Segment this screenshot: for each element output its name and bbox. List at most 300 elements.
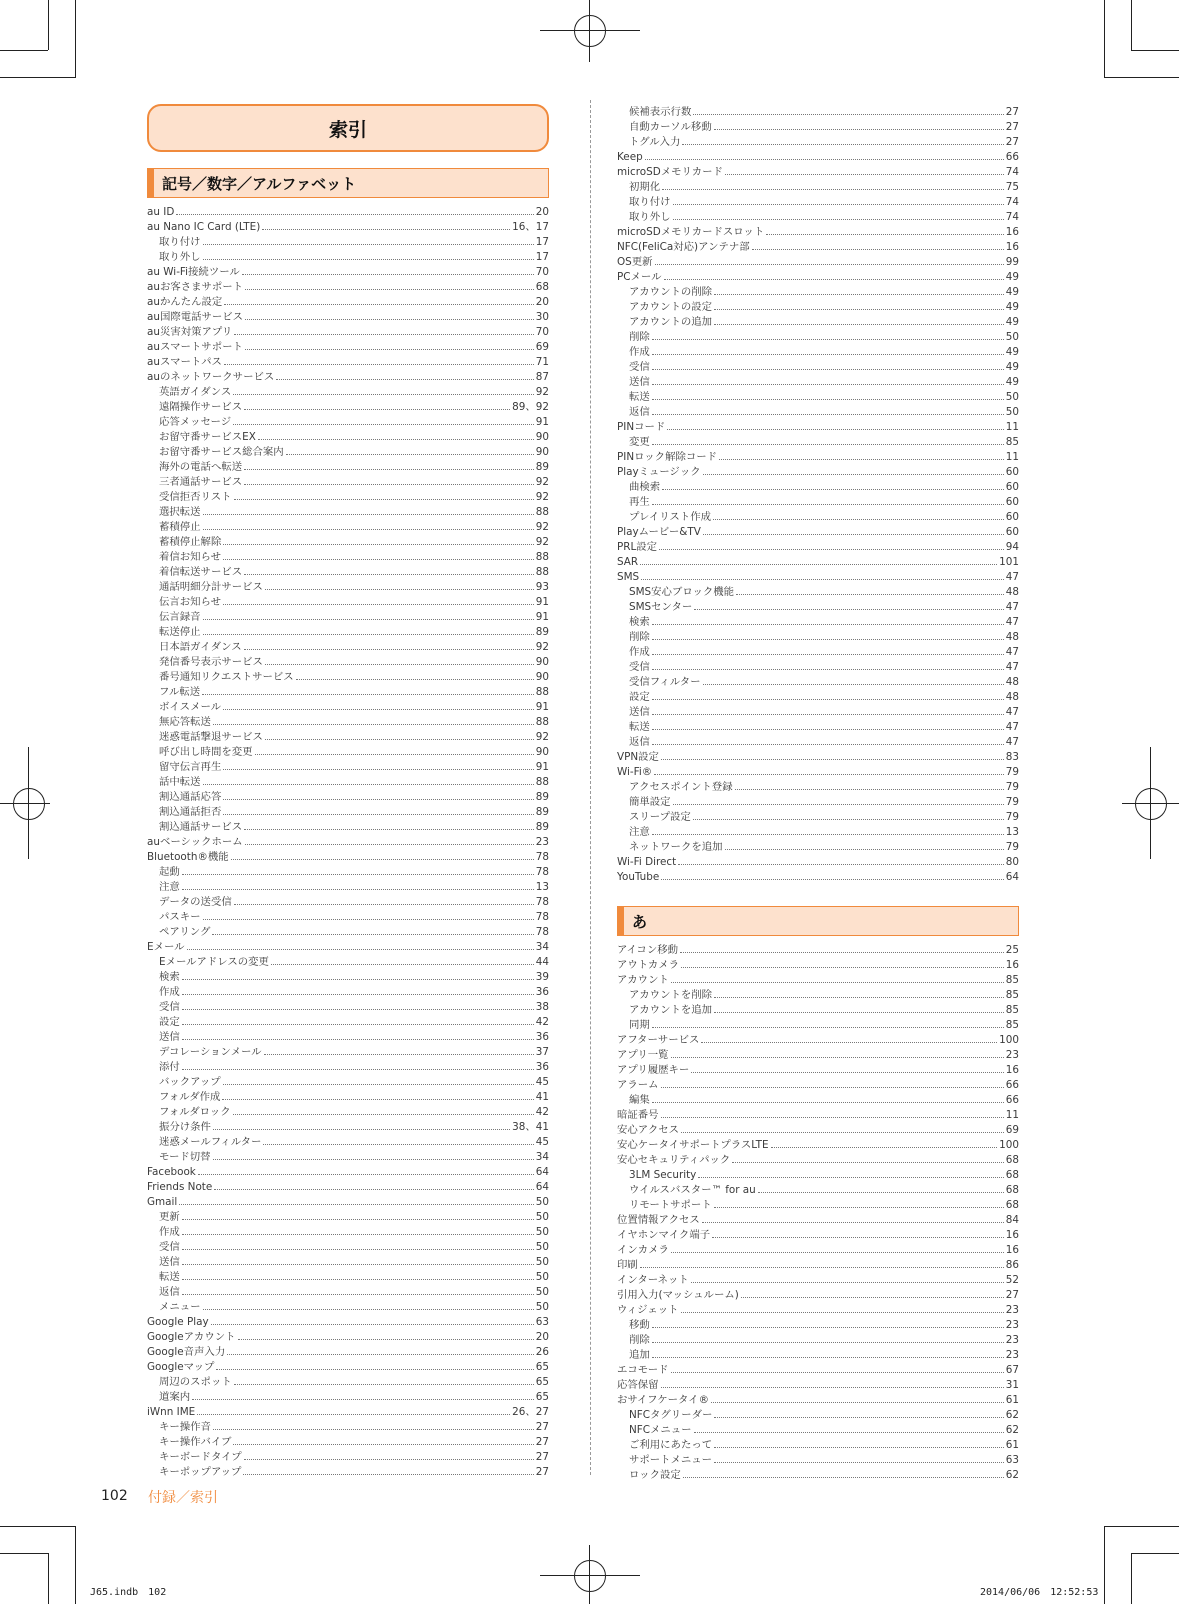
index-entry	[617, 1452, 1019, 1467]
index-entry-page: 37	[535, 1046, 549, 1058]
index-entry	[147, 1134, 549, 1149]
index-entry-label: PINロック解除コード	[617, 451, 718, 463]
index-entry-label: YouTube	[617, 871, 660, 883]
index-entry	[617, 449, 1019, 464]
leader-dots	[234, 324, 533, 335]
index-entry-page: 27	[535, 1466, 549, 1478]
index-entry-page: 100	[999, 1139, 1019, 1151]
index-entry	[617, 644, 1019, 659]
index-entry	[147, 639, 549, 654]
leader-dots	[198, 1164, 534, 1175]
index-entry-page: 49	[1005, 346, 1019, 358]
leader-dots	[203, 624, 534, 635]
leader-dots	[655, 254, 1004, 265]
index-entry-label: ウィジェット	[617, 1304, 679, 1316]
leader-dots	[652, 329, 1004, 340]
leader-dots	[711, 1392, 1004, 1403]
leader-dots	[714, 1437, 1004, 1448]
index-entry-page: 49	[1005, 301, 1019, 313]
index-entry-label: 削除	[629, 1334, 650, 1346]
leader-dots	[197, 1404, 510, 1415]
index-entry-page: 41	[535, 1091, 549, 1103]
leader-dots	[652, 1317, 1004, 1328]
leader-dots	[244, 639, 534, 650]
index-entry-page: 49	[1005, 286, 1019, 298]
leader-dots	[671, 1047, 1004, 1058]
index-entry	[617, 1317, 1019, 1332]
leader-dots	[182, 1254, 534, 1265]
index-entry	[617, 1422, 1019, 1437]
index-list-right-2	[617, 942, 1019, 1482]
index-entry-label: フォルダロック	[159, 1106, 231, 1118]
index-entry	[147, 339, 549, 354]
index-entry	[617, 239, 1019, 254]
index-entry	[617, 749, 1019, 764]
index-entry-label: 変更	[629, 436, 650, 448]
registration-mark	[13, 788, 45, 820]
index-entry-label: au Nano IC Card (LTE)	[147, 221, 261, 233]
leader-dots	[698, 1167, 1003, 1178]
index-entry	[147, 759, 549, 774]
index-entry-label: スリープ設定	[629, 811, 691, 823]
index-entry	[147, 1239, 549, 1254]
index-entry-label: 迷惑メールフィルター	[159, 1136, 262, 1148]
leader-dots	[244, 399, 510, 410]
index-entry	[617, 839, 1019, 854]
index-entry-label: 安心セキュリティパック	[617, 1154, 731, 1166]
index-entry-label: au災害対策アプリ	[147, 326, 233, 338]
index-entry-label: PCメール	[617, 271, 662, 283]
leader-dots	[654, 764, 1004, 775]
index-entry	[617, 149, 1019, 164]
index-entry	[147, 999, 549, 1014]
index-entry-page: 20	[535, 1331, 549, 1343]
leader-dots	[182, 1014, 534, 1025]
index-entry-page: 50	[535, 1301, 549, 1313]
leader-dots	[652, 404, 1004, 415]
index-entry-page: 85	[1005, 1019, 1019, 1031]
index-entry-page: 64	[535, 1166, 549, 1178]
index-entry	[617, 464, 1019, 479]
index-entry	[617, 1407, 1019, 1422]
index-entry-page: 25	[1005, 944, 1019, 956]
index-entry-label: 印刷	[617, 1259, 638, 1271]
index-entry-label: VPN設定	[617, 751, 659, 763]
index-entry	[617, 224, 1019, 239]
index-entry-label: PRL設定	[617, 541, 658, 553]
index-entry	[617, 134, 1019, 149]
leader-dots	[681, 957, 1004, 968]
leader-dots	[661, 1077, 1004, 1088]
index-entry	[147, 804, 549, 819]
leader-dots	[182, 999, 534, 1010]
index-entry-label: Keep	[617, 151, 643, 163]
index-entry-page: 65	[535, 1391, 549, 1403]
crop-mark	[1131, 0, 1132, 50]
leader-dots	[652, 689, 1004, 700]
index-entry-label: リモートサポート	[629, 1199, 712, 1211]
index-entry-label: microSDメモリカードスロット	[617, 226, 765, 238]
index-entry	[617, 1152, 1019, 1167]
leader-dots	[752, 239, 1004, 250]
index-entry	[617, 734, 1019, 749]
leader-dots	[662, 179, 1004, 190]
index-entry-page: 88	[535, 551, 549, 563]
leader-dots	[276, 369, 534, 380]
index-entry-page: 50	[535, 1211, 549, 1223]
index-entry-page: 50	[535, 1241, 549, 1253]
index-entry-page: 89	[535, 806, 549, 818]
leader-dots	[233, 1434, 533, 1445]
index-entry-page: 92	[535, 641, 549, 653]
index-entry-page: 66	[1005, 151, 1019, 163]
index-entry-label: 遠隔操作サービス	[159, 401, 243, 413]
index-entry	[617, 987, 1019, 1002]
index-entry	[617, 1092, 1019, 1107]
leader-dots	[182, 1239, 534, 1250]
leader-dots	[681, 1122, 1004, 1133]
leader-dots	[640, 1257, 1004, 1268]
index-entry	[147, 849, 549, 864]
index-entry-label: 検索	[629, 616, 650, 628]
leader-dots	[245, 309, 534, 320]
leader-dots	[640, 554, 997, 565]
leader-dots	[664, 269, 1004, 280]
leader-dots	[296, 669, 534, 680]
index-entry	[147, 594, 549, 609]
index-entry-page: 50	[535, 1196, 549, 1208]
index-entry	[617, 1242, 1019, 1257]
crop-mark	[1131, 50, 1179, 51]
index-entry-label: バックアップ	[159, 1076, 221, 1088]
leader-dots	[652, 374, 1004, 385]
index-entry-page: 64	[1005, 871, 1019, 883]
index-entry-label: 送信	[159, 1031, 180, 1043]
column-divider	[590, 100, 591, 1475]
leader-dots	[182, 1284, 534, 1295]
crop-mark	[75, 1526, 76, 1604]
index-entry-page: 44	[535, 956, 549, 968]
index-entry	[147, 954, 549, 969]
index-entry-page: 16	[1005, 1229, 1019, 1241]
index-entry	[617, 1377, 1019, 1392]
index-entry	[147, 444, 549, 459]
index-entry	[147, 1284, 549, 1299]
index-entry	[147, 1434, 549, 1449]
leader-dots	[691, 1062, 1003, 1073]
index-entry-page: 94	[1005, 541, 1019, 553]
right-column	[617, 104, 1019, 1482]
index-entry-label: 道案内	[159, 1391, 191, 1403]
index-entry-page: 86	[1005, 1259, 1019, 1271]
index-entry	[147, 699, 549, 714]
index-entry-page: 11	[1005, 421, 1019, 433]
index-entry-label: モード切替	[159, 1151, 211, 1163]
index-entry	[147, 1329, 549, 1344]
leader-dots	[645, 149, 1004, 160]
index-entry-page: 60	[1005, 466, 1019, 478]
index-entry	[147, 1209, 549, 1224]
index-entry-page: 50	[1005, 331, 1019, 343]
index-entry-page: 79	[1005, 781, 1019, 793]
index-entry-page: 85	[1005, 1004, 1019, 1016]
index-entry-label: アフターサービス	[617, 1034, 700, 1046]
index-entry-label: PINコード	[617, 421, 666, 433]
leader-dots	[263, 1134, 533, 1145]
leader-dots	[234, 1374, 534, 1385]
index-entry-page: 91	[535, 596, 549, 608]
index-entry	[147, 474, 549, 489]
index-entry	[617, 1167, 1019, 1182]
crop-mark	[0, 77, 75, 78]
leader-dots	[242, 264, 534, 275]
index-entry-label: 割込通話拒否	[159, 806, 222, 818]
index-entry-label: 注意	[159, 881, 180, 893]
crop-mark	[1131, 1553, 1132, 1604]
index-entry-page: 68	[535, 281, 549, 293]
index-entry	[147, 1104, 549, 1119]
index-entry-page: 66	[1005, 1094, 1019, 1106]
index-entry-page: 68	[1005, 1154, 1019, 1166]
index-entry	[147, 1089, 549, 1104]
leader-dots	[213, 1119, 510, 1130]
leader-dots	[652, 629, 1004, 640]
index-entry	[147, 654, 549, 669]
index-entry-label: 迷惑電話撃退サービス	[159, 731, 263, 743]
index-entry-page: 92	[535, 491, 549, 503]
leader-dots	[233, 384, 534, 395]
index-entry	[617, 809, 1019, 824]
index-entry-page: 34	[535, 941, 549, 953]
index-entry	[617, 1272, 1019, 1287]
leader-dots	[714, 987, 1004, 998]
leader-dots	[714, 1452, 1004, 1463]
leader-dots	[203, 1299, 534, 1310]
index-entry-label: 三者通話サービス	[159, 476, 243, 488]
index-entry	[147, 1014, 549, 1029]
index-entry-label: サポートメニュー	[629, 1454, 713, 1466]
index-entry	[147, 519, 549, 534]
index-entry-label: NFCメニュー	[629, 1424, 692, 1436]
index-entry-label: データの送受信	[159, 896, 232, 908]
leader-dots	[735, 779, 1004, 790]
section-heading-label: 記号／数字／アルファベット	[162, 174, 357, 193]
index-entry-page: 90	[535, 431, 549, 443]
index-entry	[617, 494, 1019, 509]
index-entry-page: 49	[1005, 361, 1019, 373]
index-entry-page: 88	[535, 776, 549, 788]
index-entry-page: 68	[1005, 1199, 1019, 1211]
index-entry	[617, 1047, 1019, 1062]
leader-dots	[702, 1212, 1004, 1223]
index-entry	[617, 1077, 1019, 1092]
index-entry-page: 16	[1005, 1244, 1019, 1256]
index-entry	[147, 504, 549, 519]
index-entry	[617, 524, 1019, 539]
index-entry-page: 23	[1005, 1049, 1019, 1061]
index-entry-label: Googleマップ	[147, 1361, 215, 1373]
index-entry-page: 71	[535, 356, 549, 368]
footer-section-label: 付録／索引	[148, 1490, 218, 1506]
leader-dots	[255, 744, 534, 755]
index-entry	[147, 1224, 549, 1239]
index-entry-label: 添付	[159, 1061, 180, 1073]
leader-dots	[234, 894, 534, 905]
crop-mark	[48, 1553, 49, 1604]
index-entry	[617, 569, 1019, 584]
leader-dots	[265, 579, 534, 590]
leader-dots	[652, 1332, 1004, 1343]
leader-dots	[652, 344, 1004, 355]
index-entry	[617, 179, 1019, 194]
index-entry-label: OS更新	[617, 256, 653, 268]
index-entry-page: 34	[535, 1151, 549, 1163]
index-list-left	[147, 204, 549, 1479]
index-entry-page: 27	[535, 1451, 549, 1463]
index-entry-label: 取り付け	[629, 196, 671, 208]
leader-dots	[671, 1242, 1004, 1253]
index-entry-label: アプリ履歴キー	[617, 1064, 690, 1076]
leader-dots	[203, 249, 534, 260]
index-entry	[147, 384, 549, 399]
index-entry	[147, 1359, 549, 1374]
index-entry-label: インターネット	[617, 1274, 689, 1286]
leader-dots	[223, 804, 533, 815]
index-entry-page: 85	[1005, 989, 1019, 1001]
index-entry-page: 27	[1005, 121, 1019, 133]
index-entry	[617, 164, 1019, 179]
index-entry-label: 転送停止	[159, 626, 201, 638]
index-entry-label: 返信	[629, 736, 650, 748]
index-entry-page: 20	[535, 206, 549, 218]
index-entry	[617, 554, 1019, 569]
index-entry-page: 23	[1005, 1349, 1019, 1361]
leader-dots	[213, 1149, 534, 1160]
index-entry-label: 留守伝言再生	[159, 761, 222, 773]
registration-mark	[1135, 788, 1167, 820]
index-entry-page: 75	[1005, 181, 1019, 193]
index-entry-page: 48	[1005, 676, 1019, 688]
leader-dots	[223, 759, 533, 770]
leader-dots	[214, 1179, 534, 1190]
index-entry	[617, 419, 1019, 434]
leader-dots	[176, 204, 533, 215]
index-entry-label: アカウントを削除	[629, 989, 713, 1001]
index-entry	[617, 1032, 1019, 1047]
index-entry	[147, 1194, 549, 1209]
index-entry	[147, 324, 549, 339]
leader-dots	[234, 489, 534, 500]
leader-dots	[714, 1002, 1004, 1013]
page-number: 102	[101, 1488, 128, 1504]
leader-dots	[245, 339, 534, 350]
leader-dots	[179, 1194, 533, 1205]
index-entry-page: 85	[1005, 974, 1019, 986]
index-entry	[147, 624, 549, 639]
index-entry	[147, 1314, 549, 1329]
index-entry-page: 47	[1005, 661, 1019, 673]
crop-mark	[48, 0, 49, 50]
index-entry-page: 27	[1005, 106, 1019, 118]
index-entry-page: 50	[535, 1286, 549, 1298]
leader-dots	[662, 479, 1004, 490]
index-entry-label: 日本語ガイダンス	[159, 641, 242, 653]
index-entry	[147, 1074, 549, 1089]
index-entry	[617, 972, 1019, 987]
leader-dots	[223, 699, 534, 710]
index-entry-label: 話中転送	[159, 776, 201, 788]
index-entry-page: 92	[535, 731, 549, 743]
index-entry-label: ボイスメール	[159, 701, 222, 713]
index-entry-label: Facebook	[147, 1166, 196, 1178]
leader-dots	[244, 819, 534, 830]
index-entry-label: SMSセンター	[629, 601, 693, 613]
leader-dots	[671, 972, 1004, 983]
index-entry	[617, 779, 1019, 794]
index-entry-label: 取り付け	[159, 236, 201, 248]
index-entry-page: 20	[535, 296, 549, 308]
index-entry	[147, 219, 549, 234]
index-entry-label: 応答メッセージ	[159, 416, 232, 428]
index-entry	[617, 1362, 1019, 1377]
index-entry-label: キー操作バイブ	[159, 1436, 232, 1448]
index-entry-label: 暗証番号	[617, 1109, 659, 1121]
index-entry-page: 74	[1005, 166, 1019, 178]
leader-dots	[258, 429, 534, 440]
leader-dots	[224, 354, 534, 365]
index-entry	[147, 729, 549, 744]
index-entry-page: 42	[535, 1016, 549, 1028]
registration-mark	[574, 15, 606, 47]
index-entry-page: 99	[1005, 256, 1019, 268]
index-entry	[617, 719, 1019, 734]
index-entry-label: microSDメモリカード	[617, 166, 723, 178]
index-entry	[617, 1332, 1019, 1347]
index-entry-page: 47	[1005, 571, 1019, 583]
index-entry-page: 27	[535, 1421, 549, 1433]
leader-dots	[652, 659, 1004, 670]
leader-dots	[681, 1302, 1004, 1313]
index-entry-page: 27	[535, 1436, 549, 1448]
index-entry-label: SMS安心ブロック機能	[629, 586, 735, 598]
index-entry-label: SMS	[617, 571, 640, 583]
index-entry-page: 50	[535, 1271, 549, 1283]
leader-dots	[231, 849, 534, 860]
leader-dots	[223, 534, 533, 545]
leader-dots	[286, 444, 534, 455]
index-entry-page: 78	[535, 911, 549, 923]
index-entry-page: 47	[1005, 616, 1019, 628]
index-entry-label: NFCタグリーダー	[629, 1409, 713, 1421]
index-entry-label: ネットワークを追加	[629, 841, 723, 853]
index-entry	[147, 1464, 549, 1479]
index-entry-label: auスマートサポート	[147, 341, 243, 353]
index-entry-page: 47	[1005, 721, 1019, 733]
index-entry-label: 送信	[629, 376, 650, 388]
leader-dots	[641, 569, 1004, 580]
index-entry-label: 起動	[159, 866, 180, 878]
index-entry-page: 45	[535, 1076, 549, 1088]
index-entry-page: 42	[535, 1106, 549, 1118]
leader-dots	[661, 1377, 1004, 1388]
index-entry	[147, 1059, 549, 1074]
index-entry-label: Wi-Fi®	[617, 766, 653, 778]
index-entry	[147, 1119, 549, 1134]
index-entry-page: 92	[535, 386, 549, 398]
index-entry	[147, 579, 549, 594]
index-entry	[617, 104, 1019, 119]
index-entry	[617, 1287, 1019, 1302]
